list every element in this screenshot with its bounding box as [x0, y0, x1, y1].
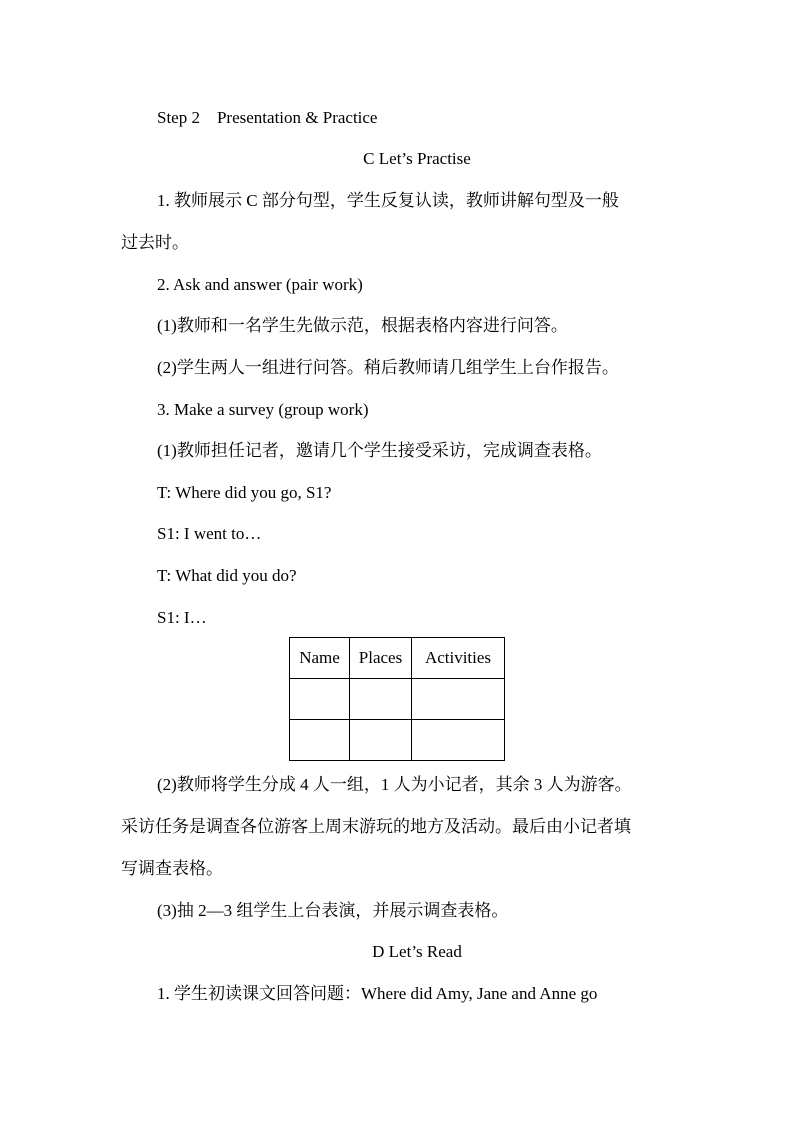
survey-table-header-row	[290, 638, 505, 679]
step-heading: Step 2 Presentation & Practice	[157, 108, 378, 127]
item3-sub2-line2: 采访任务是调查各位游客上周末游玩的地方及活动。最后由小记者填	[121, 817, 631, 836]
dialogue-line: T: What did you do?	[157, 566, 297, 585]
item2-sub2: (2)学生两人一组进行问答。稍后教师请几组学生上台作报告。	[157, 358, 619, 377]
item3-heading: 3. Make a survey (group work)	[157, 400, 369, 419]
table-cell	[350, 720, 412, 761]
survey-header-activities: Activities	[412, 638, 505, 679]
survey-header-name: Name	[290, 638, 350, 679]
table-cell	[412, 720, 505, 761]
read-item1: 1. 学生初读课文回答问题：Where did Amy, Jane and Anne go	[157, 984, 598, 1003]
item2-sub1: (1)教师和一名学生先做示范，根据表格内容进行问答。	[157, 316, 568, 335]
dialogue-line: T: Where did you go, S1?	[157, 483, 332, 502]
table-cell	[350, 679, 412, 720]
dialogue-line: S1: I went to…	[157, 524, 262, 543]
item3-sub2-line1: (2)教师将学生分成 4 人一组，1 人为小记者，其余 3 人为游客。	[157, 775, 632, 794]
section-d-title: D Let’s Read	[372, 942, 462, 961]
item3-sub2-line3: 写调查表格。	[121, 859, 223, 878]
table-cell	[290, 720, 350, 761]
item3-sub3: (3)抽 2—3 组学生上台表演，并展示调查表格。	[157, 901, 509, 920]
item2-heading: 2. Ask and answer (pair work)	[157, 275, 363, 294]
table-cell	[412, 679, 505, 720]
item1-line1: 1. 教师展示 C 部分句型，学生反复认读，教师讲解句型及一般	[157, 191, 619, 210]
table-row	[290, 679, 505, 720]
section-c-title: C Let’s Practise	[363, 149, 471, 168]
item1-line2: 过去时。	[121, 233, 189, 252]
dialogue-line: S1: I…	[157, 608, 207, 627]
survey-header-places: Places	[350, 638, 412, 679]
survey-table	[289, 637, 505, 761]
table-row	[290, 720, 505, 761]
table-cell	[290, 679, 350, 720]
item3-sub1: (1)教师担任记者，邀请几个学生接受采访，完成调查表格。	[157, 441, 602, 460]
